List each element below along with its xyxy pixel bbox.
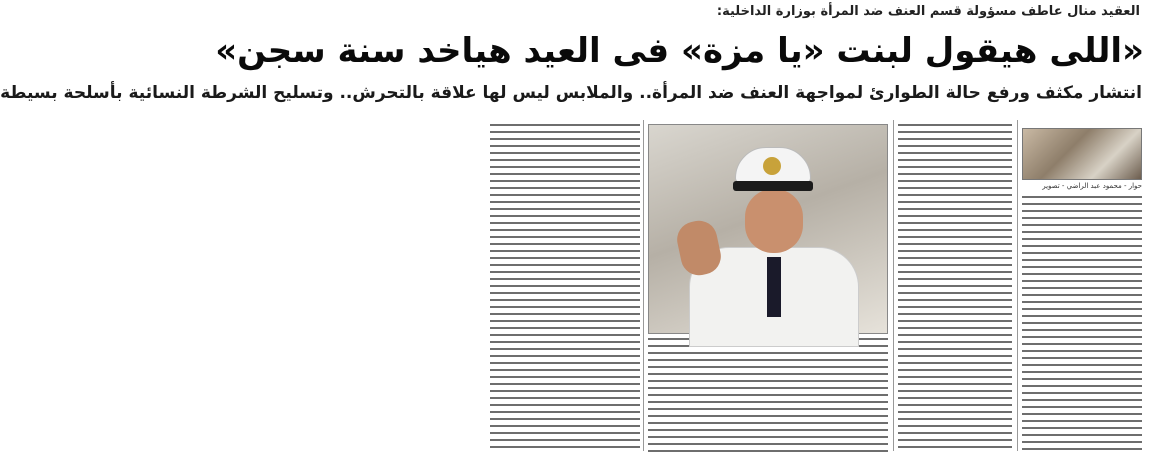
cap-band xyxy=(733,181,813,191)
column-divider xyxy=(643,120,644,451)
text-column-2 xyxy=(898,124,1012,453)
text-column-3 xyxy=(490,124,640,453)
kicker: العقيد منال عاطف مسؤولة قسم العنف ضد المرأة بوزارة الداخلية: xyxy=(716,4,1140,19)
main-photo xyxy=(648,124,888,334)
cap-badge-icon xyxy=(763,157,781,175)
face xyxy=(745,189,803,253)
headline: «اللى هيقول لبنت «يا مزة» فى العيد هياخد سنة سجن» xyxy=(215,31,1144,71)
text-under-photo xyxy=(648,338,888,453)
column-divider xyxy=(1017,120,1018,451)
column-divider xyxy=(893,120,894,451)
side-photo xyxy=(1022,128,1142,180)
text-column-1 xyxy=(1022,196,1142,453)
side-photo-caption: حوار - محمود عبد الراضي - تصوير xyxy=(1042,182,1142,190)
tie xyxy=(767,257,781,317)
subheadline: انتشار مكثف ورفع حالة الطوارئ لمواجهة العنف ضد المرأة.. والملابس ليس لها علاقة بالتحرش.. وتسليح الشرطة النسائية بأسلحة بسيطة xyxy=(0,83,1142,103)
